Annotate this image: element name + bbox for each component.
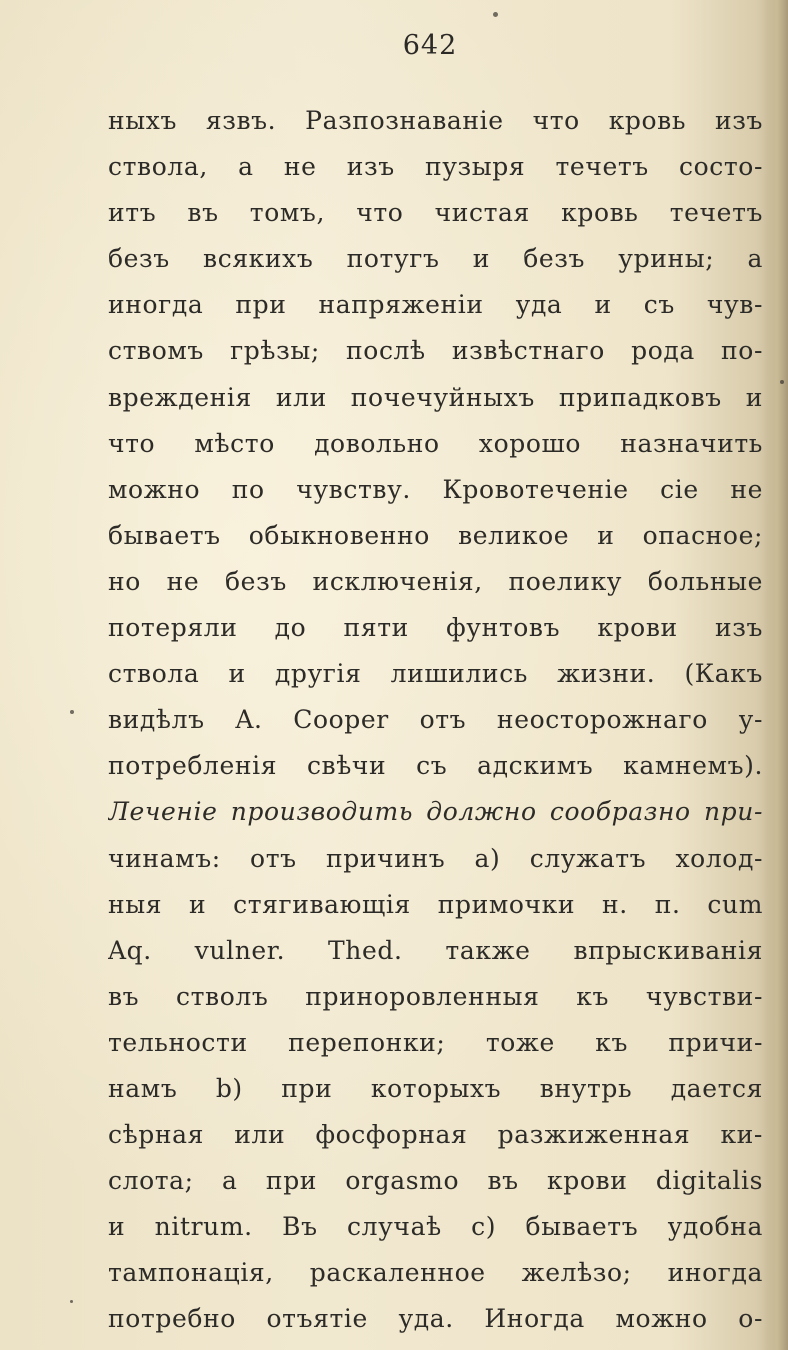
text-line: иногда при напряженiи уда и съ чув-: [108, 290, 763, 320]
text-line: видѣлъ A. Cooper отъ неосторожнаго у-: [108, 705, 763, 735]
text-line: безъ всякихъ потугъ и безъ урины; а: [108, 244, 763, 274]
text-line: чинамъ: отъ причинъ a) служатъ холод-: [108, 843, 763, 873]
text-line: потеряли до пяти фунтовъ крови изъ: [108, 613, 763, 643]
text-line: потребленiя свѣчи съ адскимъ камнемъ).: [108, 751, 763, 781]
text-line: въ стволъ приноровленныя къ чувстви-: [108, 981, 763, 1011]
text-line: слота; а при orgasmo въ крови digitalis: [108, 1166, 763, 1196]
text-line: итъ въ томъ, что чистая кровь течетъ: [108, 198, 763, 228]
text-line: но не безъ исключенiя, поелику больные: [108, 566, 763, 596]
ink-speck: [780, 380, 784, 384]
page-number: 642: [402, 30, 458, 61]
text-line: ствомъ грѣзы; послѣ извѣстнаго рода по-: [108, 336, 763, 366]
text-line: Леченiе производить должно сообразно при-: [108, 797, 763, 827]
text-line: тельности перепонки; тоже къ причи-: [108, 1027, 763, 1057]
body-text: [108, 98, 763, 1343]
ink-speck: [70, 710, 74, 714]
text-line: можно по чувству. Кровотеченiе сiе не: [108, 474, 763, 504]
text-line: тампонацiя, раскаленное желѣзо; иногда: [108, 1258, 763, 1288]
text-line: и nitrum. Въ случаѣ c) бываетъ удобна: [108, 1212, 763, 1242]
text-line: ныхъ язвъ. Разпознаванiе что кровь изъ: [108, 106, 763, 135]
text-line: сѣрная или фосфорная разжиженная ки-: [108, 1120, 763, 1150]
text-line: потребно отъятiе уда. Иногда можно о-: [108, 1304, 763, 1334]
text-line: ствола и другiя лишились жизни. (Какъ: [108, 659, 763, 689]
ink-speck: [70, 1300, 73, 1303]
ink-speck: [493, 12, 498, 17]
text-line: намъ b) при которыхъ внутрь дается: [108, 1073, 763, 1103]
page-edge-shadow: [764, 0, 788, 1350]
text-line: бываетъ обыкновенно великое и опасное;: [108, 520, 763, 550]
text-line: врежденiя или почечуйныхъ припадковъ и: [108, 382, 763, 412]
text-line: что мѣсто довольно хорошо назначить: [108, 428, 763, 458]
text-line: ныя и стягивающiя примочки н. п. cum: [108, 889, 763, 919]
text-line: ствола, а не изъ пузыря течетъ состо-: [108, 152, 763, 182]
text-line: Aq. vulner. Thed. также впрыскиванiя: [108, 935, 763, 965]
